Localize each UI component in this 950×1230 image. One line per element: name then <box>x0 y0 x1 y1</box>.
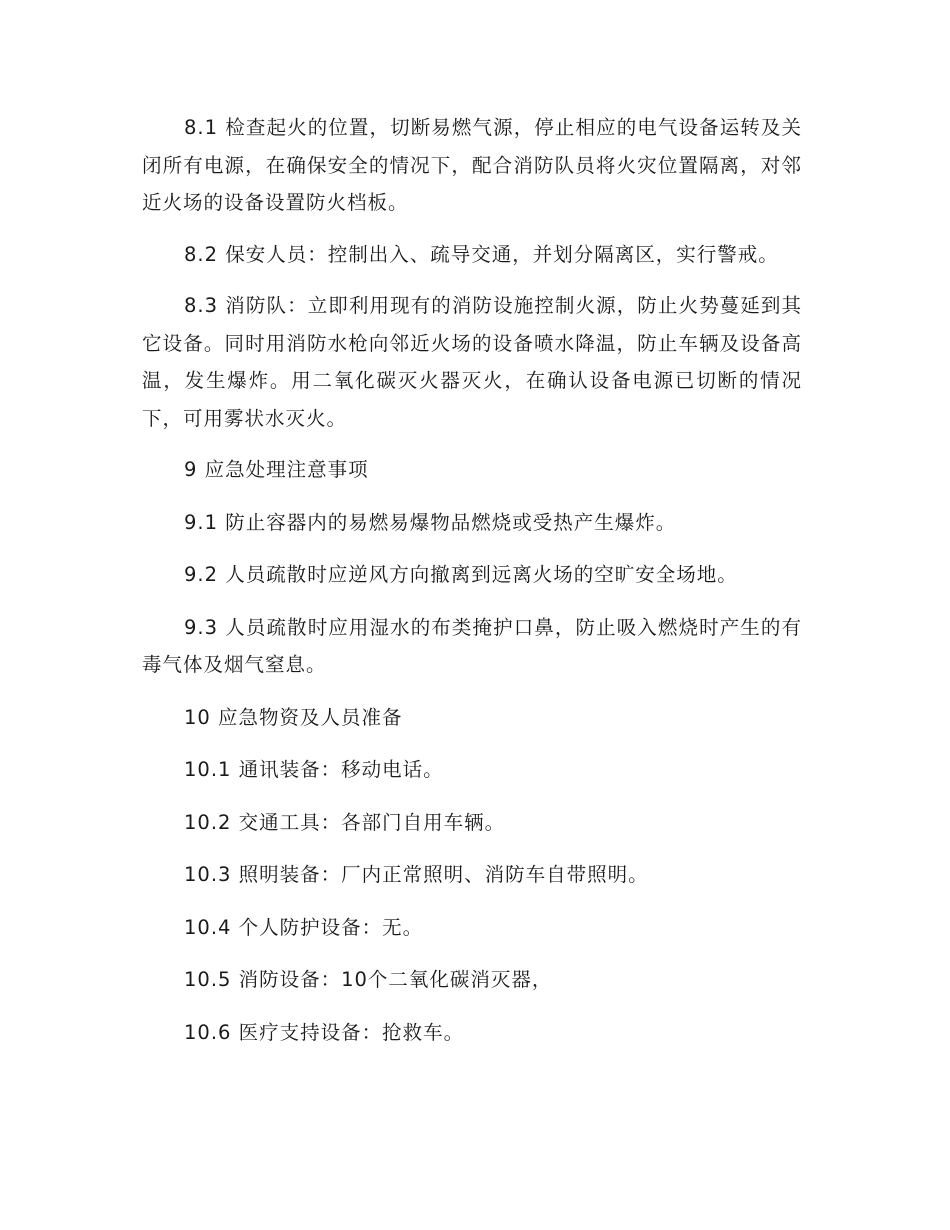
paragraph-10-4: 10.4 个人防护设备：无。 <box>184 915 424 939</box>
paragraph-8-1: 8.1 检查起火的位置，切断易燃气源，停止相应的电气设备运转及关闭所有电源，在确保安全的情况下，配合消防队员将火灾位置隔离，对邻近火场的设备设置防火档板。 <box>142 116 802 214</box>
paragraph-10-2: 10.2 交通工具：各部门自用车辆。 <box>184 810 506 834</box>
paragraph-10-3: 10.3 照明装备：厂内正常照明、消防车自带照明。 <box>184 863 649 886</box>
paragraph-8-2: 8.2 保安人员：控制出入、疏导交通，并划分隔离区，实行警戒。 <box>184 242 779 266</box>
paragraph-10-6: 10.6 医疗支持设备：抢救车。 <box>184 1020 465 1044</box>
paragraph-10-1: 10.1 通讯装备：移动电话。 <box>184 758 444 781</box>
paragraph-9-1: 9.1 防止容器内的易燃易爆物品燃烧或受热产生爆炸。 <box>184 510 677 534</box>
document-body <box>142 109 802 1051</box>
section-heading-10: 10 应急物资及人员准备 <box>184 705 403 729</box>
section-heading-9: 9 应急处理注意事项 <box>184 458 369 481</box>
paragraph-10-5: 10.5 消防设备：10个二氧化碳消灭器， <box>184 968 553 991</box>
paragraph-9-2: 9.2 人员疏散时应逆风方向撤离到远离火场的空旷安全场地。 <box>184 563 738 586</box>
paragraph-8-3: 8.3 消防队：立即利用现有的消防设施控制火源，防止火势蔓延到其它设备。同时用消防水枪向邻近火场的设备喷水降温，防止车辆及设备高温，发生爆炸。用二氧化碳灭火器灭火，在确认设备电源已切断的情况下，可用雾状水灭火。 <box>142 294 802 430</box>
paragraph-9-3: 9.3 人员疏散时应用湿水的布类掩护口鼻，防止吸入燃烧时产生的有毒气体及烟气窒息。 <box>142 615 802 676</box>
